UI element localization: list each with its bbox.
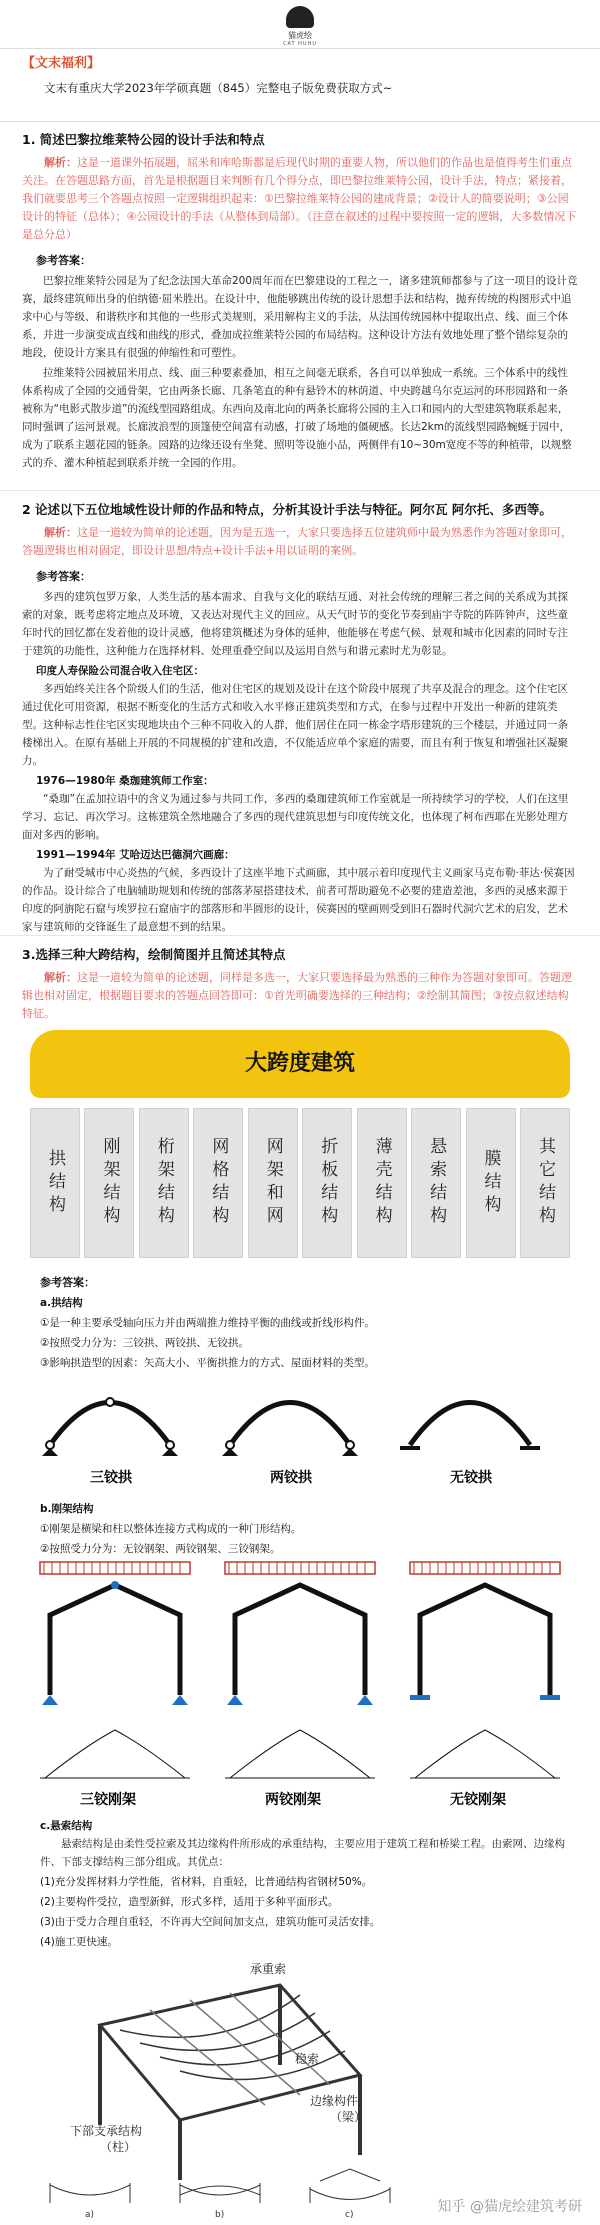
- reference-answer-label: 参考答案：: [36, 254, 91, 267]
- analysis-label: 解析：: [44, 156, 77, 169]
- frame-drawings: [30, 1560, 570, 1710]
- structure-type-label: 拱结构: [45, 1148, 65, 1218]
- arch-drawings: [30, 1370, 570, 1490]
- arch-item: ①是一种主要承受轴向压力并由两端推力维持平衡的曲线或折线形构件。: [40, 1317, 375, 1329]
- structure-type-label: 网格结构: [208, 1137, 229, 1229]
- question-1-title: 1. 简述巴黎拉维莱特公园的设计手法和特点: [22, 132, 265, 147]
- structure-type-cell: [466, 1108, 516, 1258]
- frame-item: ②按照受力分为：无铰钢架、两铰钢架、三铰钢架。: [40, 1543, 281, 1555]
- cable-section: [22, 1815, 578, 1951]
- structure-type-label: 其它结构: [534, 1137, 555, 1229]
- frame-label: 三铰刚架: [80, 1792, 136, 1808]
- structure-type-label: 网架和网: [262, 1137, 283, 1229]
- structure-type-label: 桁架结构: [153, 1137, 174, 1229]
- cable-label-edge: 边缘构件: [310, 2094, 359, 2108]
- three-hinged-arch: [42, 1398, 178, 1456]
- frame-label: 两铰刚架: [265, 1792, 321, 1808]
- question-1-analysis: [22, 154, 578, 244]
- structure-type-cell: [139, 1108, 189, 1258]
- fixed-frame: [410, 1585, 560, 1700]
- answer-paragraph: 巴黎拉维莱特公园是为了纪念法国大革命200周年而在巴黎建设的工程之一，诸多建筑师都参与了这一项目的设计竞赛，最终建筑师出身的伯纳德·屈米胜出。在设计中，他能够跳出传统的设计思想手法和结构，抛弃传统的构图形式中追求中心与等级、和谐秩序和其他的一些形式美规则，采用解构主义的手法，从法国传统园林中提取出点、线、面三个体系，并进一步演变成直线和曲线的形式，叠加成拉维莱特公园的布局结构。这种设计方法有效地处理了整个错综复杂的地段，使设计方案具有很强的伸缩性和可塑性。: [22, 275, 578, 359]
- cable-text: 悬索结构是由柔性受拉索及其边缘构件所形成的承重结构，主要应用于建筑工程和桥梁工程。由索网、边缘构件、下部支撑结构三部分组成。其优点：: [40, 1838, 565, 1868]
- arch-label: 三铰拱: [90, 1470, 132, 1486]
- logo-en: CAT HUHU: [282, 41, 317, 47]
- answer-paragraph: 为了耐受城市中心炎热的气候，多西设计了这座半地下式画廊，其中展示着印度现代主义画家马克布勒·菲达·侯赛因的作品。设计综合了电脑辅助规划和传统的部落茅屋搭建技术，前者可帮助避免不必要的建造差池，多西的灵感来源于印度的阿旃陀石窟与埃罗拉石窟庙宇的部落形和半圆形的设计，侯赛因的壁画则受到旧石器时代洞穴艺术的启发，艺术家与建筑师的交锋诞生了最意想不到的结果。: [22, 867, 575, 933]
- cable-label-edge-beam: （梁）: [330, 2110, 367, 2124]
- frame-pictograms: [30, 1716, 570, 1812]
- cable-item: (1)充分发挥材料力学性能，省材料，自重轻，比普通结构省钢材50%。: [40, 1876, 373, 1888]
- frame-truss-strips: [40, 1562, 560, 1574]
- answer-paragraph: 拉维莱特公园被屈米用点、线、面三种要素叠加，相互之间毫无联系，各自可以单独成一系统。三个体系中的线性体系构成了全园的交通骨架，它由两条长廊、几条笔直的种有悬铃木的林荫道、中央跨越乌尔克运河的环形园路和一条被称为“电影式散步道”的流线型园路组成。东西向及南北向的两条长廊将公园的主入口和园内的大型建筑物联系起来，同时强调了运河景观。长廊波浪型的顶篷使空间富有动感，打破了场地的僵硬感。长达2km的流线型园路蜿蜒于园中，成为了联系主题花园的链条。园路的边缘还设有坐凳、照明等设施小品，两侧伴有10~30m宽度不等的种植带，以规整式的乔、灌木种植起到联系并统一全园的作用。: [22, 367, 572, 469]
- frame-label: 无铰刚架: [450, 1792, 506, 1808]
- frame-section: [22, 1498, 578, 1558]
- lead-text: 文末有重庆大学2023年学硕真题（845）完整电子版免费获取方式~: [44, 81, 393, 95]
- cable-axonometric: [100, 1985, 360, 2180]
- benefit-tag: 【文末福利】: [22, 56, 101, 71]
- reference-answer-label: 参考答案：: [36, 570, 91, 583]
- arch-item: ②按照受力分为：三铰拱、两铰拱、无铰拱。: [40, 1337, 249, 1349]
- structure-type-cell: [411, 1108, 461, 1258]
- arch-label: 无铰拱: [450, 1470, 492, 1486]
- logo: [281, 6, 319, 47]
- cable-item: (3)由于受力合理自重轻，不许再大空间间加支点，建筑功能可灵活安排。: [40, 1916, 381, 1928]
- cable-label-main: 承重索: [250, 1962, 287, 1976]
- structure-type-label: 刚架结构: [99, 1137, 120, 1229]
- cable-sub-label: c): [345, 2210, 354, 2220]
- analysis-text: 这是一道课外拓展题，屈米和库哈斯都是后现代时期的重要人物，所以他们的作品也是值得考生们重点关注。在答题思路方面，首先是根据题目来判断有几个得分点，即巴黎拉维莱特公园，设计手法，特点；紧接着，我们就要思考三个答题点按照一定逻辑组织起来：①巴黎拉维莱特公园的建成背景；②设计人的简要说明；③公园设计的特征（总体）；④公园设计的手法（从整体到局部）。（注意在叙述的过程中要按照一定的逻辑，大多数情况下是总分总）: [22, 156, 577, 241]
- structure-type-cell: [84, 1108, 134, 1258]
- cat-logo-icon: [286, 6, 314, 28]
- structure-type-cell: [520, 1108, 570, 1258]
- structure-type-label: 薄壳结构: [371, 1137, 392, 1229]
- arch-title: a.拱结构: [40, 1297, 83, 1309]
- question-2-analysis: [22, 524, 578, 560]
- cable-item: (4)施工更快速。: [40, 1936, 118, 1948]
- answer-paragraph: 多西始终关注各个阶级人们的生活，他对住宅区的规划及设计在这个阶段中展现了共享及混合的理念。这个住宅区通过优化可用资源，根据不断变化的生活方式和收入水平修正建筑类型和方式，在参与过程中开发出一种新的建筑类型。这种标志性住宅区实现地块由个三种不同收入的人群，他们居住在同一栋金字塔形建筑的三个楼层，并通过同一条楼梯出入。在原有基础上开展的不同规模的扩建和改造，不仅能适应单个家庭的需要，而且有利于恢复和增强社区凝聚力。: [22, 683, 568, 767]
- question-3-analysis: [22, 969, 578, 1023]
- cable-label-stay: 稳索: [295, 2052, 320, 2066]
- banner-title: 大跨度建筑: [244, 1051, 355, 1076]
- subsection-title: 印度人寿保险公司混合收入住宅区：: [36, 665, 204, 677]
- two-hinged-arch: [222, 1403, 358, 1457]
- frame-item: ①刚架是横梁和柱以整体连接方式构成的一种门形结构。: [40, 1523, 302, 1535]
- two-hinged-frame: [227, 1585, 373, 1705]
- answer-paragraph: 多西的建筑包罗万象，人类生活的基本需求、自我与文化的联结互通、对社会传统的理解三者之间的关系成为其探索的对象，既考虑将定地点及环境，又表达对现代主义的回应。从天气时节的变化节奏到庙宇寺院的阵阵钟声，这些童年时代的回忆都在发着他的设计灵感，他将建筑概述为身体的延伸，他能够在考虑气候、景观和城市化因素的同时专注于建筑的功能性，这种能力在选择材料、处理重叠空间以及运用自然与和谐元素时尤为彰显。: [22, 591, 568, 657]
- question-3-title: 3.选择三种大跨结构，绘制简图并且简述其特点: [22, 947, 286, 962]
- question-2: [22, 500, 578, 938]
- logo-cn: 猫虎绘: [288, 31, 312, 40]
- divider: [0, 935, 600, 936]
- analysis-label: 解析：: [44, 971, 77, 984]
- structure-type-cell: [30, 1108, 80, 1258]
- answer-paragraph: “桑珈”在孟加拉语中的含义为通过参与共同工作，多西的桑珈建筑师工作室就是一所持续学习的学校，人们在这里学习、忘记、再次学习。这栋建筑全然地融合了多西的现代建筑思想与印度传统文化，也体现了柯布西耶在光影处理方面对多西的影响。: [22, 793, 569, 841]
- question-1: [22, 130, 578, 474]
- subsection-title: 1991—1994年 艾哈迈达巴德洞穴画廊：: [36, 849, 235, 861]
- frame-title: b.刚架结构: [40, 1503, 94, 1515]
- analysis-text: 这是一道较为简单的论述题，同样是多选一，大家只要选择最为熟悉的三种作为答题对象即可。答题逻辑也相对固定，根据题目要求的答题点回答即可：①首先明确要选择的三种结构；②绘制其简图；③按点叙述结构特征。: [22, 971, 572, 1020]
- reference-answer-label: 参考答案：: [40, 1276, 95, 1289]
- cable-structure-drawing: [30, 1955, 570, 2220]
- structure-type-cells: [30, 1108, 570, 1258]
- cable-sections: [50, 2169, 390, 2203]
- arch-item: ③影响拱造型的因素：矢高大小、平衡拱推力的方式、屋面材料的类型。: [40, 1357, 375, 1369]
- structure-type-label: 膜结构: [480, 1148, 501, 1218]
- three-hinged-frame: [42, 1581, 188, 1705]
- fixed-arch: [400, 1403, 540, 1451]
- analysis-text: 这是一道较为简单的论述题，因为是五选一，大家只要选择五位建筑师中最为熟悉作为答题对象即可，答题逻辑也相对固定，即设计思想/特点+设计手法+用以证明的案例。: [22, 526, 572, 557]
- cable-label-support: 下部支承结构: [70, 2124, 143, 2138]
- question-3: [22, 945, 578, 1031]
- structure-type-cell: [357, 1108, 407, 1258]
- divider: [0, 490, 600, 491]
- arch-section: [22, 1268, 578, 1372]
- cable-sub-label: b): [215, 2210, 225, 2220]
- cable-title: c.悬索结构: [40, 1820, 93, 1832]
- cable-sub-label: a): [85, 2210, 95, 2220]
- arch-label: 两铰拱: [270, 1470, 312, 1486]
- watermark: 知乎 @猫虎绘建筑考研: [437, 2199, 582, 2215]
- question-2-title: 2 论述以下五位地域性设计师的作品和特点，分析其设计手法与特征。阿尔瓦 阿尔托、多西等。: [22, 502, 552, 517]
- structure-type-label: 悬索结构: [426, 1137, 447, 1229]
- cable-item: (2)主要构件受拉，造型新鲜，形式多样，适用于多种平面形式。: [40, 1896, 339, 1908]
- cable-label-support-col: （柱）: [100, 2140, 137, 2154]
- subsection-title: 1976—1980年 桑珈建筑师工作室：: [36, 775, 214, 787]
- large-span-banner: [30, 1030, 570, 1098]
- structure-type-cell: [248, 1108, 298, 1258]
- analysis-label: 解析：: [44, 526, 77, 539]
- structure-type-label: 折板结构: [317, 1137, 338, 1229]
- structure-type-cell: [302, 1108, 352, 1258]
- structure-type-cell: [193, 1108, 243, 1258]
